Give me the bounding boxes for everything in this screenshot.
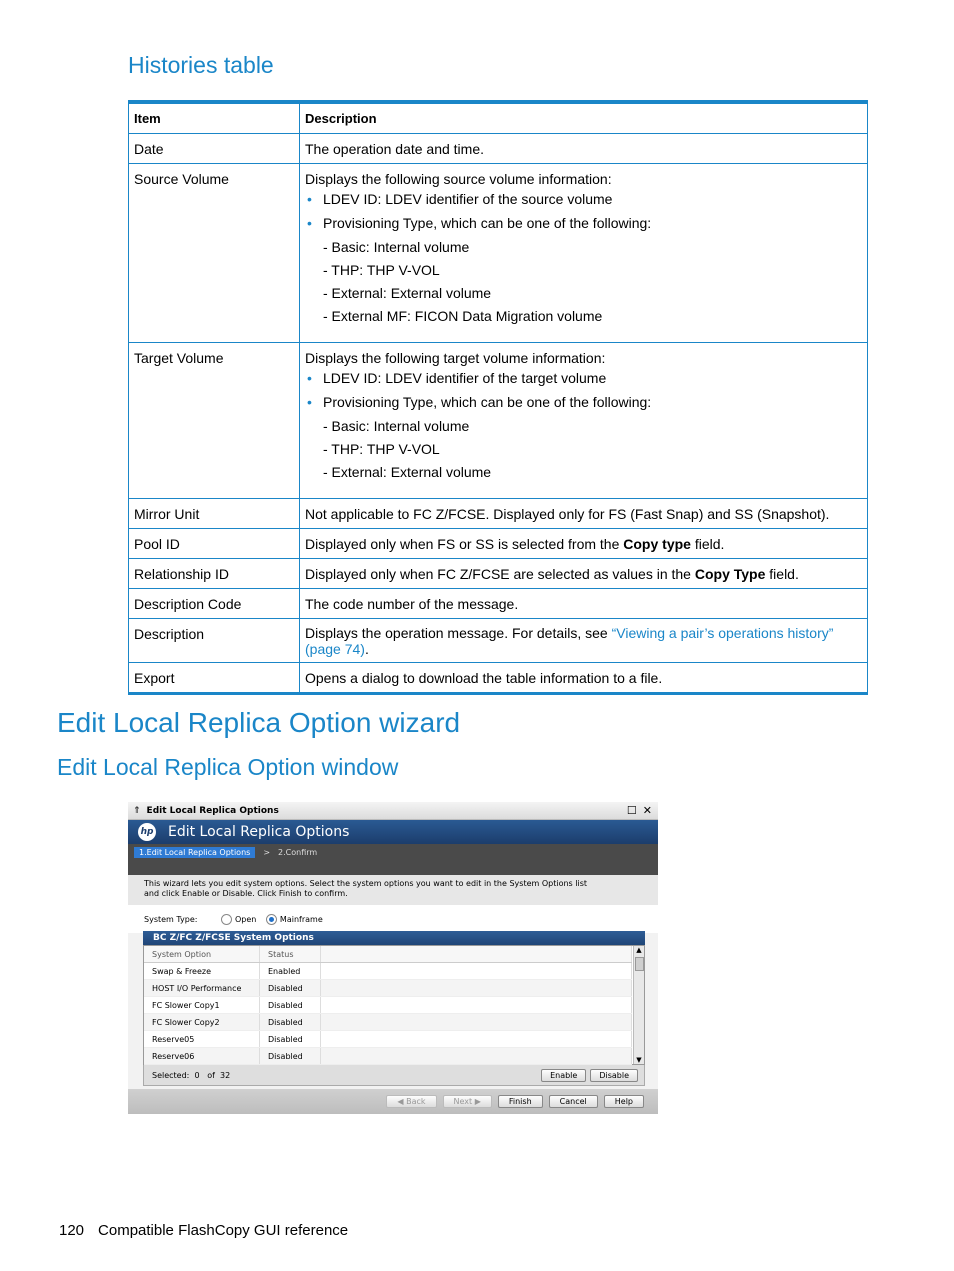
- table-row[interactable]: [144, 980, 632, 997]
- option-name: Reserve05: [144, 1031, 260, 1048]
- grid-filler: [321, 1014, 632, 1031]
- header-item: Item: [129, 102, 300, 134]
- row-item: Export: [129, 663, 300, 694]
- sub-item: - External: External volume: [323, 464, 492, 480]
- table-row[interactable]: [144, 997, 632, 1014]
- option-name: Reserve06: [144, 1048, 260, 1065]
- row-description: [300, 619, 868, 663]
- option-name: FC Slower Copy2: [144, 1014, 260, 1031]
- row-item: Relationship ID: [129, 559, 300, 589]
- table-row: [129, 343, 868, 499]
- vertical-scrollbar[interactable]: [633, 946, 644, 1064]
- row-description: [300, 529, 868, 559]
- row-item: Description: [129, 619, 300, 663]
- header-description: Description: [300, 102, 868, 134]
- row-desc-text: Displays the following source volume information:: [305, 171, 612, 187]
- desc-pre: Displayed only when FC Z/FCSE are selected as values in the: [305, 566, 695, 582]
- table-row[interactable]: [144, 1048, 632, 1065]
- section-title-wizard: Edit Local Replica Option wizard: [57, 707, 461, 738]
- hp-logo-icon: hp: [138, 823, 156, 841]
- table-row: [129, 529, 868, 559]
- selected-count: 0: [194, 1070, 200, 1080]
- banner-title: Edit Local Replica Options: [168, 824, 350, 840]
- scroll-up-icon[interactable]: ▲: [636, 946, 642, 954]
- desc-pre: Displayed only when FS or SS is selected from the: [305, 536, 624, 552]
- table-row: [129, 134, 868, 164]
- footer-text: Compatible FlashCopy GUI reference: [98, 1222, 349, 1239]
- section-title-histories: Histories table: [128, 52, 274, 78]
- option-status: Disabled: [260, 980, 321, 997]
- next-button[interactable]: Next ▶: [443, 1095, 492, 1108]
- bullet-list: [305, 369, 862, 411]
- table-row[interactable]: [144, 963, 632, 980]
- row-item: Source Volume: [129, 164, 300, 343]
- table-row: [129, 619, 868, 663]
- enable-button[interactable]: Enable: [541, 1069, 586, 1082]
- option-status: Disabled: [260, 1014, 321, 1031]
- dialog-titlebar: [128, 802, 658, 820]
- desc-bold: Copy Type: [694, 566, 766, 582]
- step-edit-options[interactable]: 1.Edit Local Replica Options: [134, 847, 255, 858]
- group-footer: [143, 1065, 645, 1086]
- cross-reference-link[interactable]: “Viewing a pair’s operations history” (page 74): [305, 625, 834, 657]
- table-row[interactable]: [144, 1014, 632, 1031]
- option-status: Disabled: [260, 1031, 321, 1048]
- option-status: Disabled: [260, 1048, 321, 1065]
- bullet-item: • Provisioning Type, which can be one of the following:: [323, 393, 862, 411]
- system-type-label: System Type:: [144, 914, 198, 924]
- wizard-instructions: [128, 875, 658, 905]
- section-title-window: Edit Local Replica Option window: [57, 754, 399, 780]
- page-footer: [59, 1222, 348, 1239]
- system-options-grid: [143, 945, 645, 1065]
- bullet-item: • LDEV ID: LDEV identifier of the target volume: [323, 369, 862, 387]
- grid-header-row: [144, 946, 632, 963]
- instructions-line: This wizard lets you edit system options. Select the system options you want to edit in the System Options list: [144, 879, 588, 888]
- sub-item: - Basic: Internal volume: [323, 418, 470, 434]
- desc-post: field.: [765, 566, 799, 582]
- row-description: The operation date and time.: [300, 134, 868, 164]
- table-header-row: [129, 102, 868, 134]
- cancel-button[interactable]: Cancel: [549, 1095, 598, 1108]
- instructions-line: and click Enable or Disable. Click Finish to confirm.: [144, 889, 348, 898]
- group-title: BC Z/FC Z/FCSE System Options: [143, 931, 645, 945]
- row-description: Not applicable to FC Z/FCSE. Displayed only for FS (Fast Snap) and SS (Snapshot).: [300, 499, 868, 529]
- sub-item: - External: External volume: [323, 285, 492, 301]
- system-type-row: [128, 905, 658, 933]
- row-item: Target Volume: [129, 343, 300, 499]
- close-icon[interactable]: ✕: [642, 804, 652, 817]
- wizard-steps: [128, 844, 658, 875]
- bullet-item: • Provisioning Type, which can be one of the following:: [323, 214, 862, 232]
- grid-filler: [321, 980, 632, 997]
- row-description: [300, 343, 868, 499]
- maximize-icon[interactable]: ☐: [626, 804, 637, 817]
- table-row: [129, 164, 868, 343]
- row-item: Description Code: [129, 589, 300, 619]
- scroll-thumb[interactable]: [635, 957, 644, 971]
- step-separator: >: [263, 848, 271, 857]
- option-name: FC Slower Copy1: [144, 997, 260, 1014]
- disable-button[interactable]: Disable: [590, 1069, 638, 1082]
- total-count: 32: [220, 1070, 231, 1080]
- desc-post: field.: [690, 536, 725, 552]
- desc-pre: Displays the operation message. For details, see: [305, 625, 612, 641]
- system-options-group: [143, 931, 645, 1086]
- grid-filler: [321, 946, 632, 963]
- wizard-button-bar: [128, 1089, 658, 1114]
- help-button[interactable]: Help: [604, 1095, 644, 1108]
- radio-mainframe[interactable]: [266, 914, 322, 925]
- grid-filler: [321, 1048, 632, 1065]
- sub-item: - THP: THP V-VOL: [323, 262, 440, 278]
- dialog-screenshot: [128, 802, 658, 1114]
- option-name: Swap & Freeze: [144, 963, 260, 980]
- row-description: [300, 164, 868, 343]
- step-confirm[interactable]: 2.Confirm: [278, 848, 318, 857]
- desc-bold: Copy type: [623, 536, 691, 552]
- row-item: Mirror Unit: [129, 499, 300, 529]
- dialog-titlebar-text: Edit Local Replica Options: [146, 805, 279, 816]
- row-item: Pool ID: [129, 529, 300, 559]
- row-description: [300, 559, 868, 589]
- page-number: 120: [59, 1222, 85, 1239]
- sub-item: - External MF: FICON Data Migration volume: [323, 308, 603, 324]
- bullet-item: • LDEV ID: LDEV identifier of the source volume: [323, 190, 862, 208]
- row-item: Date: [129, 134, 300, 164]
- option-name: HOST I/O Performance: [144, 980, 260, 997]
- collapse-icon[interactable]: ⇑: [133, 805, 141, 816]
- radio-open-label: Open: [235, 914, 257, 924]
- table-row: [129, 499, 868, 529]
- grid-header-option[interactable]: System Option: [144, 946, 260, 963]
- grid-filler: [321, 963, 632, 980]
- histories-table: [128, 100, 868, 695]
- row-description: The code number of the message.: [300, 589, 868, 619]
- of-label: of: [207, 1070, 215, 1080]
- radio-mainframe-label: Mainframe: [279, 914, 323, 924]
- row-description: Opens a dialog to download the table information to a file.: [300, 663, 868, 694]
- grid-filler: [321, 1031, 632, 1048]
- selected-label: Selected:: [152, 1070, 190, 1080]
- table-row: [129, 589, 868, 619]
- grid-header-status[interactable]: Status: [260, 946, 321, 963]
- bullet-list: [305, 190, 862, 232]
- radio-unchecked-icon[interactable]: [221, 914, 232, 925]
- desc-post: .: [364, 641, 369, 657]
- table-row: [129, 663, 868, 694]
- option-status: Disabled: [260, 997, 321, 1014]
- table-row[interactable]: [144, 1031, 632, 1048]
- radio-open[interactable]: [221, 914, 256, 925]
- option-status: Enabled: [260, 963, 321, 980]
- scroll-down-icon[interactable]: ▼: [636, 1056, 642, 1064]
- radio-checked-icon[interactable]: [266, 914, 277, 925]
- row-desc-text: Displays the following target volume information:: [305, 350, 606, 366]
- table-row: [129, 559, 868, 589]
- sub-item: - Basic: Internal volume: [323, 239, 470, 255]
- grid-filler: [321, 997, 632, 1014]
- back-button[interactable]: ◀ Back: [386, 1095, 436, 1108]
- finish-button[interactable]: Finish: [498, 1095, 543, 1108]
- sub-item: - THP: THP V-VOL: [323, 441, 440, 457]
- dialog-banner: [128, 820, 658, 844]
